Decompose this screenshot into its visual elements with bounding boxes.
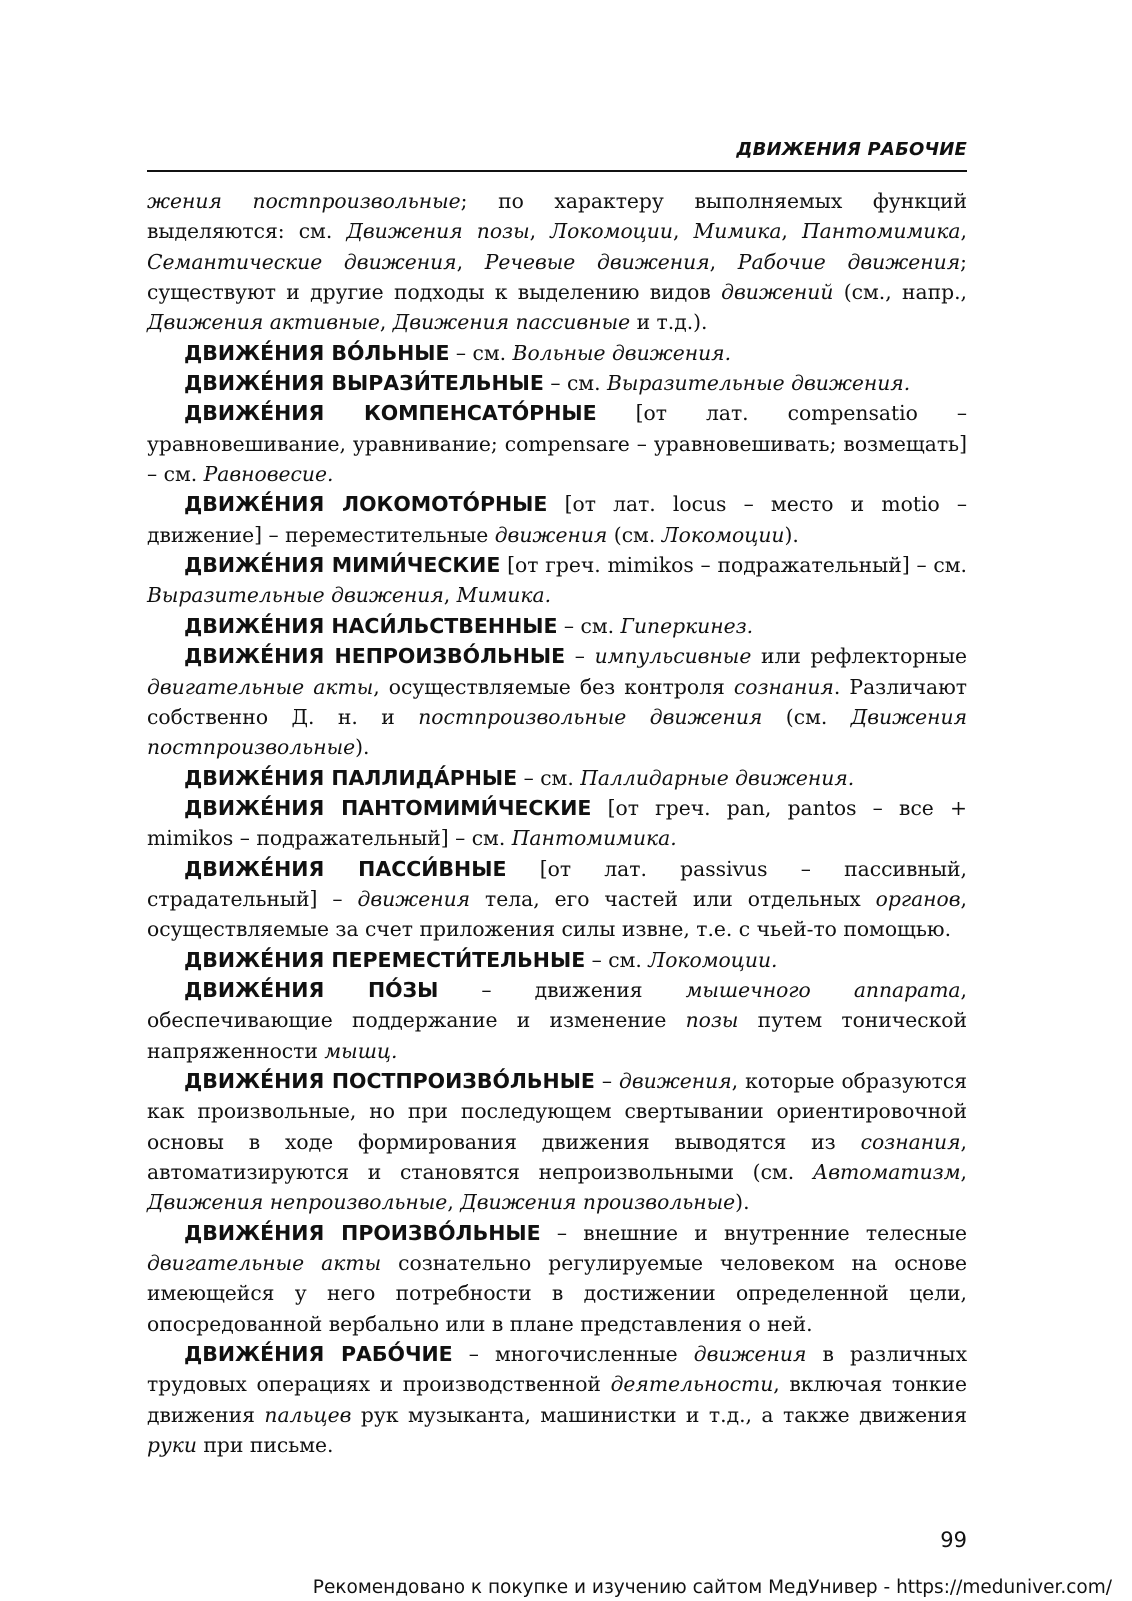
entry-text: – см. [543, 371, 607, 396]
entry-text: ). [784, 522, 799, 547]
entry-text: (см. [607, 522, 662, 547]
cross-reference-text: Движения произвольные [460, 1190, 736, 1215]
entry-text: – см. [585, 947, 649, 972]
cross-reference-text: импульсивные [594, 644, 752, 669]
cross-reference-text: органов [875, 886, 961, 911]
entry-headword: ДВИЖЕ́НИЯ ПЕРЕМЕСТИ́ТЕЛЬНЫЕ [184, 947, 586, 972]
entry-text: , [456, 249, 485, 274]
cross-reference-text: деятельности [610, 1372, 774, 1397]
entry-headword: ДВИЖЕ́НИЯ ПАССИ́ВНЫЕ [184, 856, 507, 881]
cross-reference-text: Локомоции [550, 219, 673, 244]
entry-headword: ДВИЖЕ́НИЯ КОМПЕНСАТО́РНЫЕ [184, 401, 597, 426]
entry-headword: ДВИЖЕ́НИЯ РАБО́ЧИЕ [184, 1342, 453, 1367]
entry-text: , которые образуются как произвольные, но при последующем свертывании ориентировочной основы в ходе формирования движения выводятся из [147, 1068, 967, 1154]
cross-reference-text: Мимика. [456, 583, 552, 608]
entry-text: (см. [762, 704, 851, 729]
page-number: 99 [940, 1528, 967, 1552]
entry-text: [от лат. locus – место и motio – движение] – переместительные [147, 492, 967, 547]
cross-reference-text: сознания [860, 1129, 961, 1154]
entry-text: , [781, 219, 802, 244]
cross-reference-text: Пантомимика [801, 219, 961, 244]
entry-dvizheniya-neproizvolnye [147, 641, 967, 762]
entry-text: ). [355, 735, 370, 760]
entry-text: (см., напр., [833, 280, 967, 305]
entry-dvizheniya-volnye [147, 338, 967, 368]
cross-reference-text: жения постпроизвольные [147, 189, 461, 213]
entry-headword: ДВИЖЕ́НИЯ НАСИ́ЛЬСТВЕННЫЕ [184, 613, 558, 638]
entry-dvizheniya-nasilstvennye [147, 611, 967, 641]
entry-text: при письме. [196, 1433, 334, 1458]
cross-reference-text: движения [619, 1068, 732, 1093]
cross-reference-text: мышц. [324, 1038, 398, 1063]
entry-headword: ДВИЖЕ́НИЯ НЕПРОИЗВО́ЛЬНЫЕ [184, 644, 566, 669]
entry-dvizheniya-lokomotornye [147, 489, 967, 550]
entry-dvizheniya-proizvolnye [147, 1218, 967, 1339]
cross-reference-text: пальцев [264, 1402, 352, 1427]
entry-text: ). [735, 1190, 750, 1215]
entry-text: рук музыканта, машинистки и т.д., а также движения [351, 1402, 968, 1427]
entry-text: – многочисленные [452, 1342, 694, 1367]
cross-reference-text: двигательные акты [147, 1251, 382, 1276]
entry-dvizheniya-vyrazitelnye [147, 368, 967, 398]
entry-text: . Различают собственно Д. н. и [147, 674, 967, 729]
entry-text: – см. [517, 765, 581, 790]
cross-reference-text: мышечного аппарата [685, 977, 961, 1002]
entry-text: – см. [449, 340, 513, 365]
entry-headword: ДВИЖЕ́НИЯ ЛОКОМОТО́РНЫЕ [184, 492, 548, 517]
entry-dvizheniya-pantomimicheskie [147, 793, 967, 854]
entry-text: , [379, 310, 393, 335]
cross-reference-text: позы [685, 1008, 739, 1033]
cross-reference-text: Локомоции. [648, 947, 778, 972]
entry-text: – [594, 1068, 620, 1093]
entry-text: ; существуют и другие подходы к выделению видов [147, 249, 967, 305]
entry-text: , [447, 1190, 461, 1215]
entry-text: – [565, 644, 595, 669]
entry-headword: ДВИЖЕ́НИЯ МИМИ́ЧЕСКИЕ [184, 553, 501, 578]
cross-reference-text: Вольные движения. [512, 340, 732, 365]
cross-reference-text: Гиперкинез. [620, 613, 754, 638]
cross-reference-text: Автоматизм [812, 1160, 961, 1184]
entry-text: тела, его частей или отдельных [470, 886, 876, 911]
entry-text: , [709, 249, 738, 274]
entry-text: , [443, 583, 457, 608]
entry-headword: ДВИЖЕ́НИЯ ПО́ЗЫ [184, 977, 439, 1002]
cross-reference-text: Движения постпроизвольные [147, 704, 967, 760]
entry-text: [от лат. compensatio – уравновешивание, уравнивание; compensare – уравновешивать; возмещать] – см. [147, 401, 967, 487]
entry-dvizheniya-mimicheskie [147, 550, 967, 611]
entry-headword: ДВИЖЕ́НИЯ ПОСТПРОИЗВО́ЛЬНЫЕ [184, 1068, 595, 1093]
entry-text: , обеспечивающие поддержание и изменение [147, 977, 967, 1033]
entry-text: ; по характеру выполняемых функций выделяются: см. [147, 189, 967, 244]
entry-text: – внешние и внутренние телесные [540, 1220, 967, 1245]
footer-note: Рекомендовано к покупке и изучению сайтом МедУнивер - https://meduniver.com/ [312, 1577, 1112, 1598]
cross-reference-text: Мимика [693, 219, 782, 244]
entry-dvizheniya-postproizvolnye [147, 1066, 967, 1218]
entry-dvizheniya-pozy [147, 975, 967, 1066]
entry-text: , [672, 219, 694, 244]
entry-text: путем тонической напряженности [147, 1008, 967, 1063]
cross-reference-text: Движения пассивные [392, 310, 631, 335]
entry-text: сознательно регулируемые человеком на основе имеющейся у него потребности в достижении определенной цели, опосредованной вербально или в плане представления о ней. [147, 1251, 968, 1336]
cross-reference-text: Локомоции [661, 522, 785, 547]
entry-dvizheniya-pallidarnye [147, 763, 967, 793]
entry-headword: ДВИЖЕ́НИЯ ПАНТОМИМИ́ЧЕСКИЕ [184, 795, 592, 820]
entry-text: , [529, 219, 551, 244]
entry-headword: ДВИЖЕ́НИЯ ВО́ЛЬНЫЕ [184, 340, 450, 365]
entry-headword: ДВИЖЕ́НИЯ ПРОИЗВО́ЛЬНЫЕ [184, 1220, 541, 1245]
entry-text: , [960, 219, 967, 244]
cross-reference-text: руки [147, 1433, 197, 1458]
cross-reference-text: двигательные акты [147, 674, 374, 699]
entry-text: , осуществляемые за счет приложения силы извне, т.е. с чьей-то помощью. [147, 886, 967, 942]
entry-headword: ДВИЖЕ́НИЯ ПАЛЛИДА́РНЫЕ [184, 765, 518, 790]
entry-text: в различных трудовых операциях и производственной [147, 1342, 968, 1397]
entry-dvizheniya-kompensatornye [147, 398, 967, 489]
cross-reference-text: движения [494, 522, 608, 547]
running-head: ДВИЖЕНИЯ РАБОЧИЕ [736, 139, 967, 160]
entry-text: , включая тонкие движения [147, 1372, 968, 1427]
cross-reference-text: Движения активные [147, 310, 380, 335]
cross-reference-text: сознания [733, 674, 834, 699]
entry-dvizheniya-peremestitelnye [147, 945, 967, 975]
cross-reference-text: Семантические движения [147, 249, 457, 274]
header-rule [147, 170, 967, 172]
entry-text: или рефлекторные [751, 644, 967, 669]
entry-text: , осуществляемые без контроля [373, 674, 734, 699]
cross-reference-text: Речевые движения [484, 249, 710, 274]
cross-reference-text: Движения непроизвольные [147, 1190, 448, 1215]
entry-text: – движения [438, 977, 686, 1002]
cross-reference-text: Пантомимика. [511, 826, 677, 851]
entry-text: , автоматизируются и становятся непроизвольными (см. [147, 1129, 967, 1184]
entry-dvizheniya-passivnye [147, 854, 967, 945]
cross-reference-text: Равновесие. [203, 462, 334, 487]
cross-reference-text: постпроизвольные движения [418, 704, 763, 729]
entry-text: [от греч. pan, pantos – все + mimikos – подражательный] – см. [147, 795, 968, 851]
entry-continuation [147, 186, 967, 338]
entry-text: [от греч. mimikos – подражательный] – см. [500, 553, 967, 578]
cross-reference-text: движений [721, 280, 834, 305]
entry-headword: ДВИЖЕ́НИЯ ВЫРАЗИ́ТЕЛЬНЫЕ [184, 371, 544, 396]
entry-text: [от лат. passivus – пассивный, страдательный] – [147, 856, 967, 911]
entry-text: , [960, 1160, 967, 1184]
dictionary-entries [147, 186, 967, 1460]
entry-dvizheniya-rabochie [147, 1339, 967, 1460]
cross-reference-text: Рабочие движения [737, 249, 961, 274]
entry-text: – см. [557, 613, 621, 638]
cross-reference-text: Движения позы [346, 219, 530, 244]
cross-reference-text: движения [357, 886, 471, 911]
cross-reference-text: Паллидарные движения. [580, 765, 855, 790]
cross-reference-text: Выразительные движения. [606, 371, 911, 396]
entry-text: и т.д.). [630, 310, 708, 335]
cross-reference-text: Выразительные движения [147, 583, 444, 608]
cross-reference-text: движения [693, 1342, 807, 1367]
